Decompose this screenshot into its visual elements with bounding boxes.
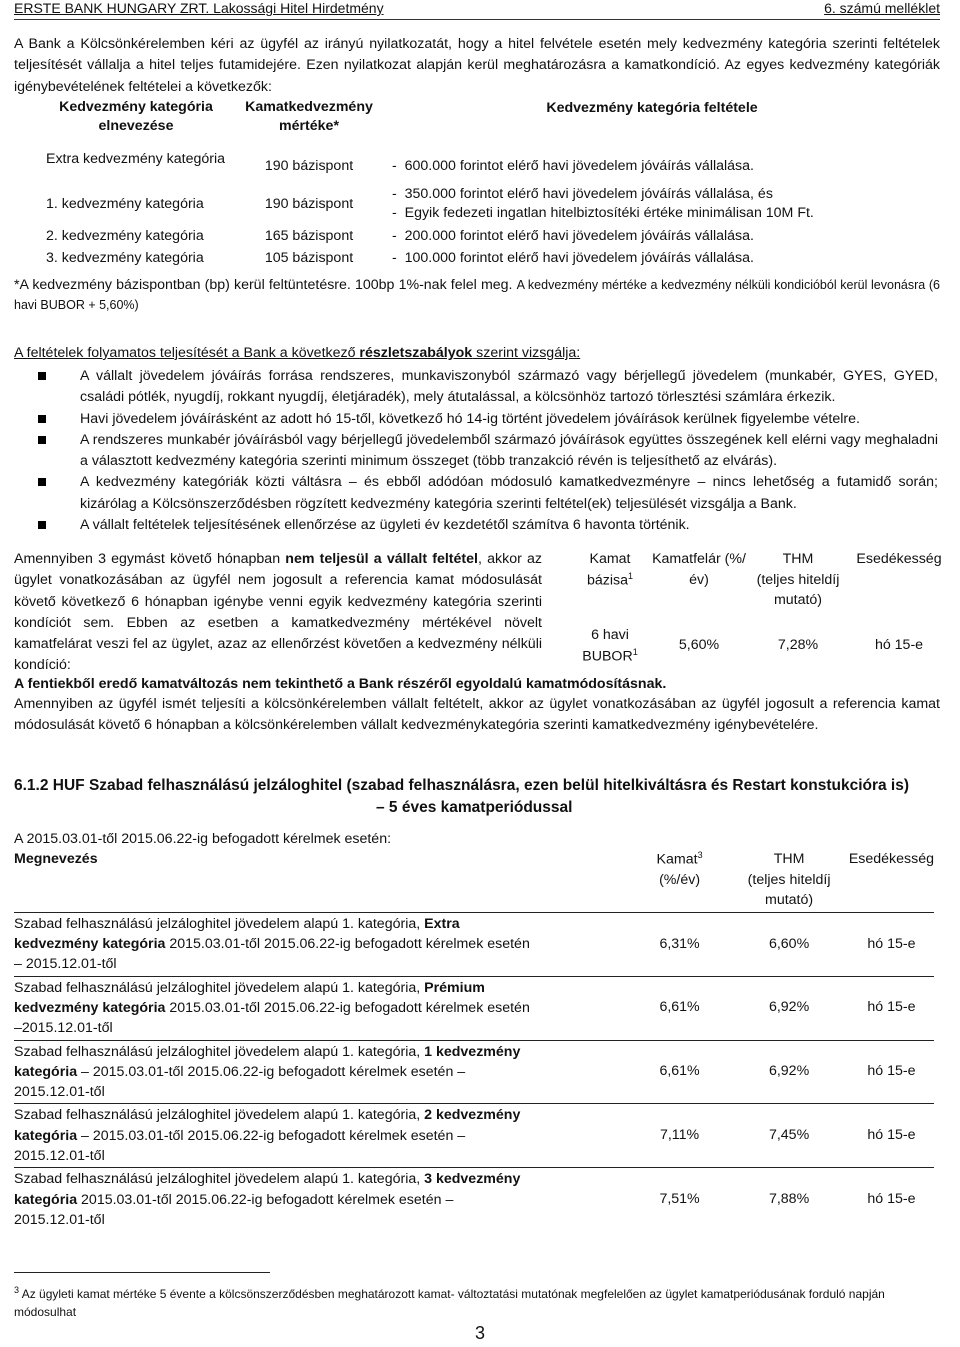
rate-spread-value: 5,60% (678, 637, 720, 654)
table-row (14, 912, 934, 976)
bullet-square-icon (38, 521, 46, 529)
rules-title-c: szerint vizsgálja: (472, 345, 581, 361)
requalify-paragraph: Amennyiben az ügyfél ismét teljesíti a kölcsönkérelemben vállalt feltételt, akkor az ügylet vonatkozásában az ügyfél jogosult a referencia kamat módosulását követő 6 hónapban a kölcsönkérelemben vállalt kedvezménykategória szerinti kamatkedvezmény igénybevételére. (14, 696, 940, 734)
discount-row (42, 136, 916, 182)
footnote-text: Az ügyleti kamat mértéke 5 évente a kölcsönszerződésben meghatározott kamat- változtatási mutatónak megfelelően az ügylet kamatperiódusának forduló napján módosulhat (14, 1287, 885, 1319)
intro-paragraph: A Bank a Kölcsönkérelemben kéri az ügyfél az irányú nyilatkozatát, hogy a hitel felvétele esetén mely kedvezmény kategória szerinti feltételek teljesítését vállalja a hitel teljes futamidejére. Ezen nyilatkozat alapján kerül meghatározásra a kamatkondíció. Az egyes kedvezmény kategóriák igénybevételének feltételei a következők: (14, 36, 940, 95)
row-label: Szabad felhasználású jelzáloghitel jövedelem alapú 1. kategória, 3 kedvezmény kategória 2015.03.01-től 2015.06.22-ig befogadott kérelmek esetén – 2015.12.01-től (14, 1168, 531, 1231)
header-name: Megnevezés (14, 851, 98, 867)
discount-note (14, 276, 940, 316)
list-item-text: A vállalt jövedelem jóváírás forrása rendszeres, munkaviszonyból származó vagy bérjellegű jövedelem (munkabér, GYES, GYED, családi pótlék, nyugdíj, rokkant nyugdíj, életjáradék), mely átutalással, a kölcsönhöz tartozó törlesztési számlára érkezik. (80, 368, 938, 406)
row-rate: 6,31% (630, 912, 730, 976)
section-subtitle: A 2015.03.01-től 2015.06.22-ig befogadott kérelmek esetén: (14, 831, 392, 847)
discount-row (42, 182, 916, 226)
discount-row (42, 226, 916, 247)
section-title (14, 775, 954, 818)
discount-row (42, 248, 916, 269)
table-row (14, 976, 934, 1040)
failure-text-c: , akkor az ügylet vonatkozásában az ügyfél nem jogosult a referencia kamat módosulását követő következő 6 hónapban igénybe venni egyik kedvezmény kategória szerinti kondíciót sem. Ebben az esetben a kamatkedvezmény mértékével növelt kamatfelárat veszi fel az ügylet, azaz az ellenőrzést követően a kedvezmény nélküli kondíció: (14, 551, 542, 674)
footnote (14, 1284, 940, 1321)
header-annex: 6. számú melléklet (824, 0, 940, 16)
list-item (38, 366, 938, 409)
discount-condition: - 200.000 forintot elérő havi jövedelem jóváírás vállalása. (392, 228, 754, 245)
failure-text-bold: nem teljesül a vállalt feltétel (285, 551, 478, 567)
row-thm: 7,88% (729, 1168, 848, 1231)
rules-title-b: részletszabályok (359, 345, 473, 361)
rules-title-a: A feltételek folyamatos teljesítését a Bank a következő (14, 345, 360, 361)
col-header-condition: Kedvezmény kategória feltétele (546, 100, 758, 116)
row-rate: 7,51% (630, 1168, 730, 1231)
condition-text: Egyik fedezeti ingatlan hitelbiztosítéki értéke minimálisan 10M Ft. (404, 205, 814, 222)
discount-condition: - 100.000 forintot elérő havi jövedelem jóváírás vállalása. (392, 249, 754, 266)
col-header-name: Kedvezmény kategória elnevezése (59, 99, 213, 135)
header-rate: Kamat$^3$ (%/év) (656, 850, 703, 889)
discount-condition: - 350.000 forintot elérő havi jövedelem jóváírás vállalása, és - Egyik fedezeti ingatlan hitelbiztosítéki értéke minimálisan 10M Ft. (392, 186, 814, 222)
failure-text-a: Amennyiben 3 egymást követő hónapban (14, 551, 286, 567)
table-row (14, 1104, 934, 1168)
discount-condition: - 600.000 forintot elérő havi jövedelem jóváírás vállalása. (392, 157, 754, 174)
discount-amount: 105 bázispont (264, 249, 354, 266)
discount-amount: 165 bázispont (264, 228, 354, 245)
discount-note-a: *A kedvezmény bázispontban (bp) kerül feltüntetésre. 100bp 1%-nak felel meg. (14, 277, 513, 293)
discount-name: 2. kedvezmény kategória (46, 228, 204, 245)
rules-list (38, 366, 938, 536)
rate-table (568, 549, 948, 667)
rate-base-value: 6 havi BUBOR$^1$ (582, 627, 638, 665)
page-header (14, 0, 940, 20)
bullet-square-icon (38, 436, 46, 444)
rate-table-header (568, 549, 948, 625)
list-item-text: A vállalt feltételek teljesítésének ellenőrzése az ügyleti év kezdetétől számítva 6 havonta történik. (80, 517, 690, 534)
row-rate: 6,61% (630, 976, 730, 1040)
rate-due-value: hó 15-e (874, 637, 924, 654)
row-thm: 6,92% (729, 1040, 848, 1104)
discount-name: Extra kedvezmény kategória (46, 150, 226, 167)
list-item (38, 409, 938, 430)
mortgage-rate-table (14, 848, 934, 1231)
rate-thm-header: THM (teljes hiteldíj mutató) (756, 551, 840, 609)
row-rate: 6,61% (630, 1040, 730, 1104)
rate-spread-header: Kamatfelár (%/év) (652, 551, 746, 588)
list-item (38, 430, 938, 473)
rate-table-row (568, 625, 948, 667)
discount-note-b: A kedvezmény mértéke a kedvezmény nélküli kondicióból kerül levonásra (6 havi BUBOR + 5,60%) (14, 278, 940, 312)
row-due: hó 15-e (849, 976, 934, 1040)
row-label: Szabad felhasználású jelzáloghitel jövedelem alapú 1. kategória, 1 kedvezmény kategória – 2015.03.01-től 2015.06.22-ig befogadott kérelmek esetén – 2015.12.01-től (14, 1040, 531, 1104)
discount-category-table (42, 98, 916, 269)
row-thm: 6,60% (729, 912, 848, 976)
discount-amount: 190 bázispont (264, 157, 354, 174)
bold-statement: A fentiekből eredő kamatváltozás nem tekinthető a Bank részéről egyoldalú kamatmódosításnak. (14, 676, 667, 692)
table-header (14, 848, 934, 912)
footnote-divider (14, 1272, 270, 1273)
col-header-amount: Kamatkedvezmény mértéke* (245, 99, 373, 135)
list-item-text: A rendszeres munkabér jóváírásból vagy bérjellegű jövedelemből származó jóváírások együttes összegének kell elérni vagy meghaladni a választott kedvezmény kategória szerinti minimum összeget (több tranzakció révén is teljesíthető az elvárás). (80, 431, 938, 470)
condition-text: 600.000 forintot elérő havi jövedelem jóváírás vállalása. (404, 157, 754, 174)
row-due: hó 15-e (849, 1104, 934, 1168)
bullet-square-icon (38, 372, 46, 380)
row-rate: 7,11% (630, 1104, 730, 1168)
rate-base-header: Kamat bázisa$^1$ (586, 551, 634, 589)
condition-text: 200.000 forintot elérő havi jövedelem jóváírás vállalása. (404, 228, 754, 245)
bullet-square-icon (38, 478, 46, 486)
list-item (38, 515, 938, 536)
section-title-line2: – 5 éves kamatperiódussal (376, 798, 573, 816)
list-item-text: A kedvezmény kategóriák közti váltásra – és ebből adódóan módosuló kamatkedvezményre – nincs lehetőség a futamidő során; kizárólag a Kölcsönszerződésben rögzített kedvezmény kategória szerinti feltétel(ek) teljesülését vizsgálja a Bank. (80, 474, 938, 512)
row-thm: 6,92% (729, 976, 848, 1040)
page-number: 3 (474, 1323, 485, 1343)
header-thm: THM (teljes hiteldíj mutató) (747, 851, 831, 909)
section-title-line1: 6.1.2 HUF Szabad felhasználású jelzáloghitel (szabad felhasználásra, ezen belül hitelkiváltásra és Restart konstukcióra is) (14, 777, 910, 794)
header-due: Esedékesség (848, 851, 934, 867)
list-item (38, 472, 938, 515)
row-thm: 7,45% (729, 1104, 848, 1168)
row-due: hó 15-e (849, 1168, 934, 1231)
discount-name: 1. kedvezmény kategória (46, 195, 204, 212)
row-label: Szabad felhasználású jelzáloghitel jövedelem alapú 1. kategória, Extra kedvezmény kategória 2015.03.01-től 2015.06.22-ig befogadott kérelmek esetén – 2015.12.01-től (14, 912, 531, 976)
rate-due-header: Esedékesség (856, 551, 942, 567)
rate-thm-value: 7,28% (777, 637, 819, 654)
discount-amount: 190 bázispont (264, 195, 354, 212)
row-label: Szabad felhasználású jelzáloghitel jövedelem alapú 1. kategória, 2 kedvezmény kategória – 2015.03.01-től 2015.06.22-ig befogadott kérelmek esetén – 2015.12.01-től (14, 1104, 531, 1168)
row-due: hó 15-e (849, 1040, 934, 1104)
rules-title (14, 343, 940, 364)
header-title: ERSTE BANK HUNGARY ZRT. Lakossági Hitel Hirdetmény (14, 0, 384, 16)
discount-table-header (42, 98, 916, 136)
table-row (14, 1168, 934, 1231)
failure-paragraph (14, 549, 542, 677)
list-item-text: Havi jövedelem jóváírásként az adott hó 15-től, következő hó 14-ig történt jövedelem jóváírások kerülnek figyelembe vételre. (80, 410, 860, 427)
footnote-number: 3 (14, 1285, 20, 1295)
bullet-square-icon (38, 415, 46, 423)
table-row (14, 1040, 934, 1104)
row-due: hó 15-e (849, 912, 934, 976)
row-label: Szabad felhasználású jelzáloghitel jövedelem alapú 1. kategória, Prémium kedvezmény kategória 2015.03.01-től 2015.06.22-ig befogadott kérelmek esetén –2015.12.01-től (14, 976, 531, 1040)
discount-name: 3. kedvezmény kategória (46, 249, 204, 266)
condition-text: 350.000 forintot elérő havi jövedelem jóváírás vállalása, és (404, 186, 773, 203)
condition-text: 100.000 forintot elérő havi jövedelem jóváírás vállalása. (404, 249, 754, 266)
